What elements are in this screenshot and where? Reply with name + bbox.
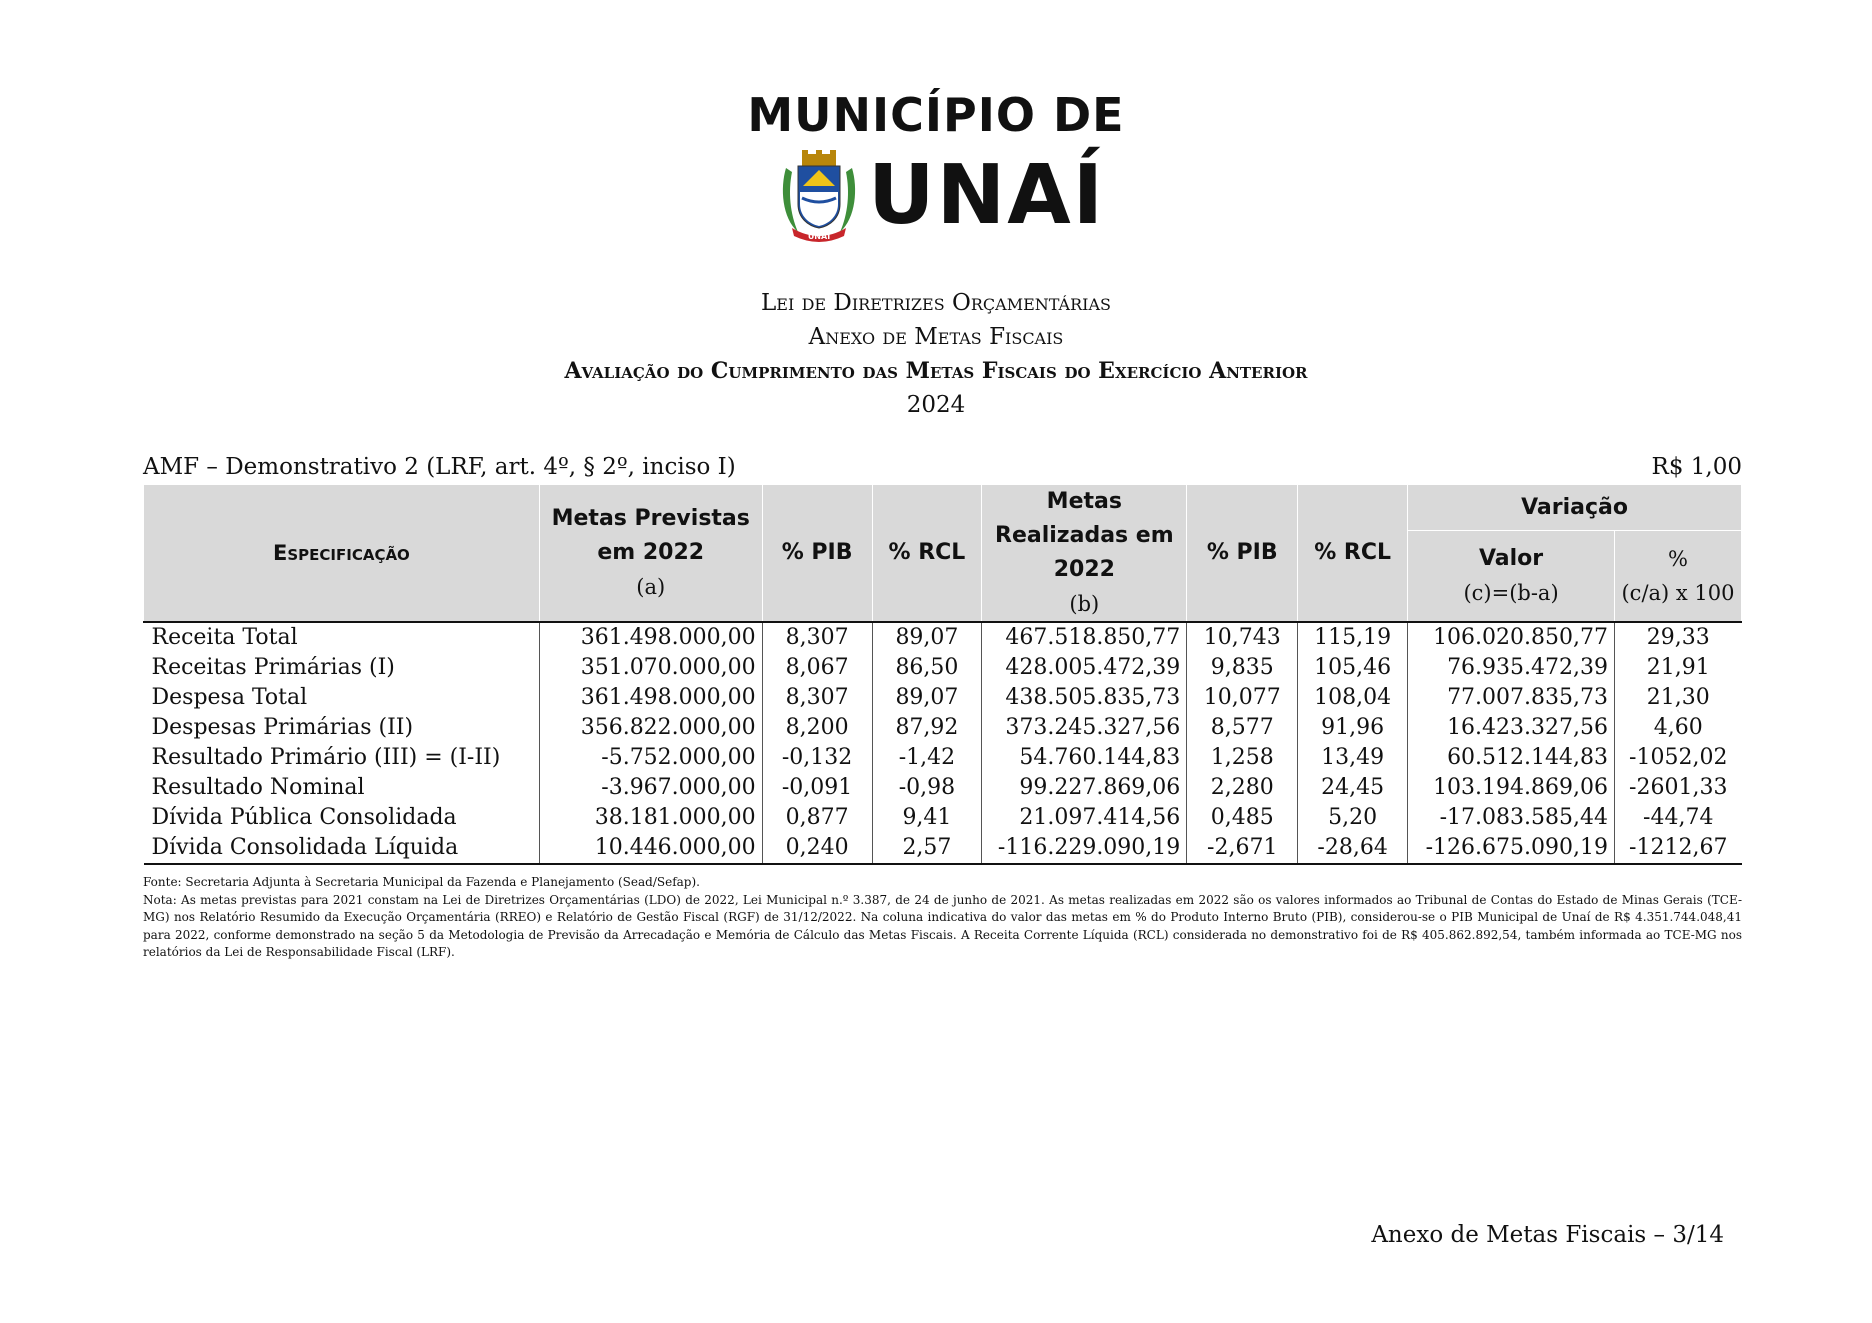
title-year: 2024 (906, 392, 966, 418)
table-row (144, 653, 1742, 683)
logo-block (778, 148, 1105, 244)
explanatory-note: Nota: As metas previstas para 2021 constam na Lei de Diretrizes Orçamentárias (LDO) de 2022, Lei Municipal n.º 3.387, de 24 de junho de 2021. As metas realizadas em 2022 são os valores informados ao Tribunal de Contas do Estado de Minas Gerais (TCE-MG) nos Relatório Resumido da Execução Orçamentária (RREO) e Relatório de Gestão Fiscal (RGF) de 31/12/2022. Na coluna indicativa do valor das metas em % do Produto Interno Bruto (PIB), considerou-se o PIB Municipal de Unaí de R$ 4.351.744.048,41 para 2022, conforme demonstrado na seção 5 da Metodologia de Previsão da Arrecadação e Memória de Cálculo das Metas Fiscais. A Receita Corrente Líquida (RCL) considerada no demonstrativo foi de R$ 405.862.892,54, também informada ao TCE-MG nos relatórios da Lei de Responsabilidade Fiscal (LRF). (143, 892, 1742, 959)
cell-realizadas: 373.245.327,56 (982, 713, 1187, 743)
table-row (144, 622, 1742, 653)
cell-pib2: 10,077 (1187, 683, 1298, 713)
header-rcl-1: % RCL (872, 485, 982, 623)
cell-pct: 4,60 (1615, 713, 1742, 743)
cell-pib1: 8,307 (762, 622, 872, 653)
title-line-3: Avaliação do Cumprimento das Metas Fiscais do Exercício Anterior (564, 358, 1308, 384)
cell-pct: -1052,02 (1615, 743, 1742, 773)
cell-realizadas: 99.227.869,06 (982, 773, 1187, 803)
cell-pib1: -0,091 (762, 773, 872, 803)
logo-title: MUNICÍPIO DE (747, 88, 1125, 142)
header-metas-previstas-sub: (a) (636, 575, 666, 599)
cell-pib1: 8,067 (762, 653, 872, 683)
document-titles (0, 286, 1872, 422)
cell-rcl1: 86,50 (872, 653, 982, 683)
cell-rcl1: 87,92 (872, 713, 982, 743)
cell-rcl1: 9,41 (872, 803, 982, 833)
cell-previstas: 361.498.000,00 (539, 683, 762, 713)
cell-valor: 76.935.472,39 (1408, 653, 1615, 683)
cell-pib2: 8,577 (1187, 713, 1298, 743)
cell-rcl1: 89,07 (872, 683, 982, 713)
cell-pib2: 2,280 (1187, 773, 1298, 803)
cell-valor: 16.423.327,56 (1408, 713, 1615, 743)
coat-of-arms-icon (778, 148, 860, 244)
header-pct-sub: (c/a) x 100 (1621, 581, 1735, 606)
cell-spec: Receita Total (151, 625, 298, 650)
header-valor (1408, 531, 1615, 622)
cell-rcl1: -0,98 (872, 773, 982, 803)
cell-pib1: 0,240 (762, 833, 872, 864)
cell-spec: Despesas Primárias (II) (151, 715, 414, 740)
table-row (144, 713, 1742, 743)
cell-pct: -1212,67 (1615, 833, 1742, 864)
cell-realizadas: 438.505.835,73 (982, 683, 1187, 713)
cell-pib2: 0,485 (1187, 803, 1298, 833)
cell-pct: 29,33 (1615, 622, 1742, 653)
cell-previstas: 351.070.000,00 (539, 653, 762, 683)
cell-rcl1: 89,07 (872, 622, 982, 653)
cell-realizadas: -116.229.090,19 (982, 833, 1187, 864)
cell-valor: 77.007.835,73 (1408, 683, 1615, 713)
cell-previstas: 361.498.000,00 (539, 622, 762, 653)
cell-rcl2: 108,04 (1298, 683, 1408, 713)
cell-rcl2: 91,96 (1298, 713, 1408, 743)
fiscal-goals-table (143, 484, 1742, 865)
cell-spec: Despesa Total (151, 685, 308, 710)
cell-pib1: 0,877 (762, 803, 872, 833)
header-valor-sub: (c)=(b-a) (1463, 581, 1559, 606)
cell-rcl2: 24,45 (1298, 773, 1408, 803)
cell-valor: -17.083.585,44 (1408, 803, 1615, 833)
header-variacao: Variação (1408, 485, 1742, 531)
cell-pct: 21,91 (1615, 653, 1742, 683)
header-rcl-2: % RCL (1298, 485, 1408, 623)
cell-rcl1: -1,42 (872, 743, 982, 773)
cell-previstas: -5.752.000,00 (539, 743, 762, 773)
cell-pib2: -2,671 (1187, 833, 1298, 864)
table-notes (143, 874, 1742, 962)
cell-spec: Resultado Nominal (151, 775, 365, 800)
table-row (144, 803, 1742, 833)
header-pct-label: % (1668, 547, 1688, 572)
cell-spec: Receitas Primárias (I) (151, 655, 395, 680)
header-metas-realizadas (982, 485, 1187, 623)
cell-valor: 103.194.869,06 (1408, 773, 1615, 803)
cell-spec: Dívida Pública Consolidada (151, 805, 457, 830)
cell-rcl2: 105,46 (1298, 653, 1408, 683)
cell-valor: -126.675.090,19 (1408, 833, 1615, 864)
cell-realizadas: 428.005.472,39 (982, 653, 1187, 683)
header-pib-1: % PIB (762, 485, 872, 623)
table-meta (143, 454, 1742, 480)
municipality-name: UNAÍ (868, 148, 1106, 243)
cell-pib2: 10,743 (1187, 622, 1298, 653)
cell-valor: 106.020.850,77 (1408, 622, 1615, 653)
header-metas-realizadas-sub: (b) (1069, 592, 1100, 616)
cell-pct: -44,74 (1615, 803, 1742, 833)
table-row (144, 683, 1742, 713)
cell-pib2: 1,258 (1187, 743, 1298, 773)
cell-spec: Resultado Primário (III) = (I-II) (151, 745, 501, 770)
cell-previstas: -3.967.000,00 (539, 773, 762, 803)
header-valor-label: Valor (1478, 546, 1544, 572)
cell-rcl1: 2,57 (872, 833, 982, 864)
page-footer: Anexo de Metas Fiscais – 3/14 (1371, 1222, 1724, 1248)
cell-pib1: 8,307 (762, 683, 872, 713)
cell-rcl2: 13,49 (1298, 743, 1408, 773)
table-row (144, 743, 1742, 773)
table-row (144, 773, 1742, 803)
cell-realizadas: 467.518.850,77 (982, 622, 1187, 653)
source-note: Fonte: Secretaria Adjunta à Secretaria Municipal da Fazenda e Planejamento (Sead/Sefap). (143, 875, 700, 889)
demonstrativo-label: AMF – Demonstrativo 2 (LRF, art. 4º, § 2º, inciso I) (143, 454, 736, 480)
header-metas-previstas (539, 485, 762, 623)
unit-label: R$ 1,00 (1651, 454, 1742, 480)
title-line-2: Anexo de Metas Fiscais (808, 324, 1064, 350)
cell-previstas: 38.181.000,00 (539, 803, 762, 833)
cell-previstas: 356.822.000,00 (539, 713, 762, 743)
header-metas-realizadas-label: Metas Realizadas em 2022 (995, 489, 1174, 582)
cell-realizadas: 21.097.414,56 (982, 803, 1187, 833)
cell-spec: Dívida Consolidada Líquida (144, 833, 540, 864)
cell-rcl2: -28,64 (1298, 833, 1408, 864)
table-row (144, 833, 1742, 864)
header-pct (1615, 531, 1742, 622)
cell-rcl2: 5,20 (1298, 803, 1408, 833)
header-pib-2: % PIB (1187, 485, 1298, 623)
header-metas-previstas-label: Metas Previstas em 2022 (551, 506, 750, 565)
cell-pct: 21,30 (1615, 683, 1742, 713)
cell-pib2: 9,835 (1187, 653, 1298, 683)
cell-pct: -2601,33 (1615, 773, 1742, 803)
title-line-1: Lei de Diretrizes Orçamentárias (761, 290, 1111, 316)
cell-valor: 60.512.144,83 (1408, 743, 1615, 773)
crest-text: UNAÍ (807, 232, 831, 241)
cell-rcl2: 115,19 (1298, 622, 1408, 653)
header-especificacao: Especificação (144, 485, 540, 623)
cell-pib1: -0,132 (762, 743, 872, 773)
cell-realizadas: 54.760.144,83 (982, 743, 1187, 773)
cell-previstas: 10.446.000,00 (539, 833, 762, 864)
cell-pib1: 8,200 (762, 713, 872, 743)
